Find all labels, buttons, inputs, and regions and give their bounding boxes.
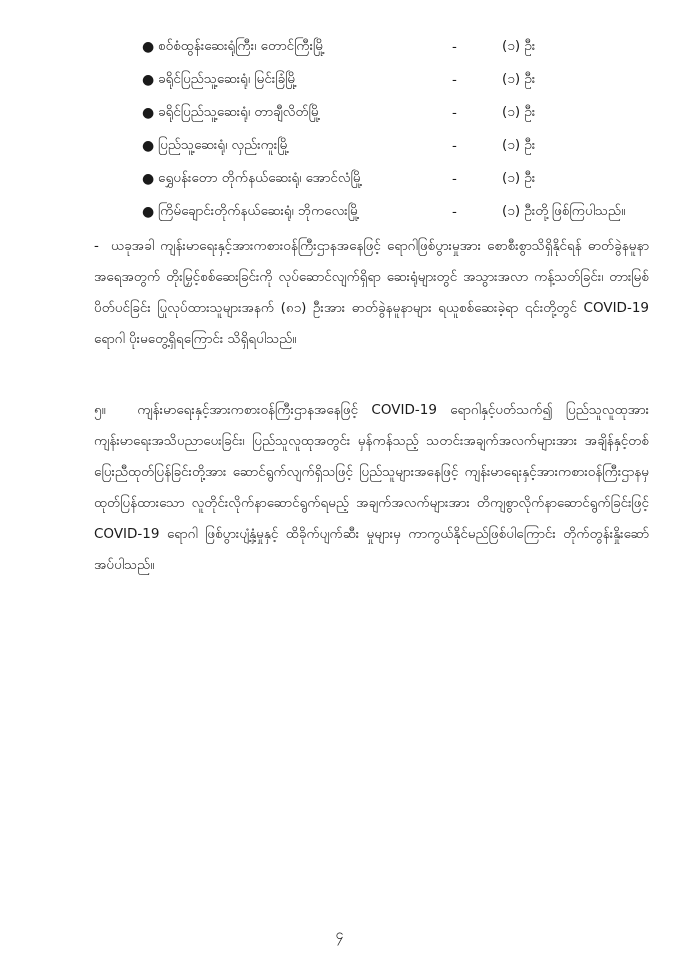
list-item <box>142 30 662 63</box>
testing-paragraph-text: ယခုအခါ ကျန်းမာရေးနှင့်အားကစားဝန်ကြီးဌာနအနေဖြင့် ရောဂါဖြစ်ပွားမှုအား စောစီးစွာသိရှိနိုင်ရန် ဓာတ်ခွဲနမူနာအရေအတွက် တိုးမြှင့်စစ်ဆေးခြင်းကို လုပ်ဆောင်လျက်ရှိရာ ဆေးရုံများတွင် အသွားအလာ ကန့်သတ်ခြင်း၊ တားမြစ်ပိတ်ပင်ခြင်း ပြုလုပ်ထားသူများအနက် (၈၁) ဦးအား ဓာတ်ခွဲနမူနာများ ရယူစစ်ဆေးခဲ့ရာ ၎င်းတို့တွင် COVID-19 ရောဂါ ပိုးမတွေ့ရှိရကြောင်း သိရှိရပါသည်။ <box>94 238 649 347</box>
page-number: ၄ <box>335 927 344 943</box>
list-item <box>142 129 662 162</box>
list-item <box>142 162 662 195</box>
bullet-icon: ● <box>142 104 155 121</box>
separator-dash: - <box>452 170 457 187</box>
bullet-icon: ● <box>142 170 155 187</box>
case-count: (၁) ဦး <box>502 70 536 87</box>
advisory-paragraph <box>94 395 649 581</box>
separator-dash: - <box>452 38 457 55</box>
paragraph-dash: - <box>94 238 99 254</box>
hospital-name: ခရိုင်ပြည်သူ့ဆေးရုံ၊ တာချီလိတ်မြို့ <box>158 103 321 120</box>
separator-dash: - <box>452 71 457 88</box>
hospital-name: ခရိုင်ပြည်သူ့ဆေးရုံ၊ မြင်းခြံမြို့ <box>158 70 298 87</box>
list-item <box>142 63 662 96</box>
case-count: (၁) ဦး <box>502 169 536 186</box>
case-count: (၁) ဦး <box>502 136 536 153</box>
testing-paragraph <box>94 231 649 355</box>
case-count: (၁) ဦးတို့ဖြစ်ကြပါသည်။ <box>502 202 626 219</box>
separator-dash: - <box>452 203 457 220</box>
case-count: (၁) ဦး <box>502 37 536 54</box>
paragraph-number: ၅။ <box>94 402 106 418</box>
bullet-icon: ● <box>142 137 155 154</box>
bullet-icon: ● <box>142 71 155 88</box>
bullet-icon: ● <box>142 203 155 220</box>
separator-dash: - <box>452 104 457 121</box>
list-item <box>142 195 662 228</box>
advisory-paragraph-text: ကျန်းမာရေးနှင့်အားကစားဝန်ကြီးဌာနအနေဖြင့် COVID-19 ရောဂါနှင့်ပတ်သက်၍ ပြည်သူလူထုအား ကျန်းမာရေးအသိပညာပေးခြင်း၊ ပြည်သူလူထုအတွင်း မှန်ကန်သည့် သတင်းအချက်အလက်များအား အချိန်နှင့်တစ်ပြေးညီထုတ်ပြန်ခြင်းတို့အား ဆောင်ရွက်လျက်ရှိသဖြင့် ပြည်သူများအနေဖြင့် ကျန်းမာရေးနှင့်အားကစားဝန်ကြီးဌာနမှ ထုတ်ပြန်ထားသော လူတိုင်းလိုက်နာဆောင်ရွက်ရမည့် အချက်အလက်များအား တိကျစွာလိုက်နာဆောင်ရွက်ခြင်းဖြင့် COVID-19 ရောဂါ ဖြစ်ပွားပျံ့နှံ့မှုနှင့် ထိခိုက်ပျက်ဆီး မှုများမှ ကာကွယ်နိုင်မည်ဖြစ်ပါကြောင်း တိုက်တွန်းနှိုးဆော်အပ်ပါသည်။ <box>94 402 650 573</box>
hospital-name: ကြိမ်ချောင်းတိုက်နယ်ဆေးရုံ၊ ဘိုကလေးမြို့ <box>158 202 360 219</box>
hospital-name: ရွှေပန်းတော တိုက်နယ်ဆေးရုံ၊ အောင်လံမြို့ <box>158 169 363 186</box>
hospital-name: ပြည်သူ့ဆေးရုံ၊ လှည်းကူးမြို့ <box>158 136 290 153</box>
hospital-name: စ၀်စံထွန်းဆေးရုံကြီး၊ တောင်ကြီးမြို့ <box>158 37 326 54</box>
hospital-list <box>142 30 662 228</box>
bullet-icon: ● <box>142 38 155 55</box>
separator-dash: - <box>452 137 457 154</box>
case-count: (၁) ဦး <box>502 103 536 120</box>
list-item <box>142 96 662 129</box>
